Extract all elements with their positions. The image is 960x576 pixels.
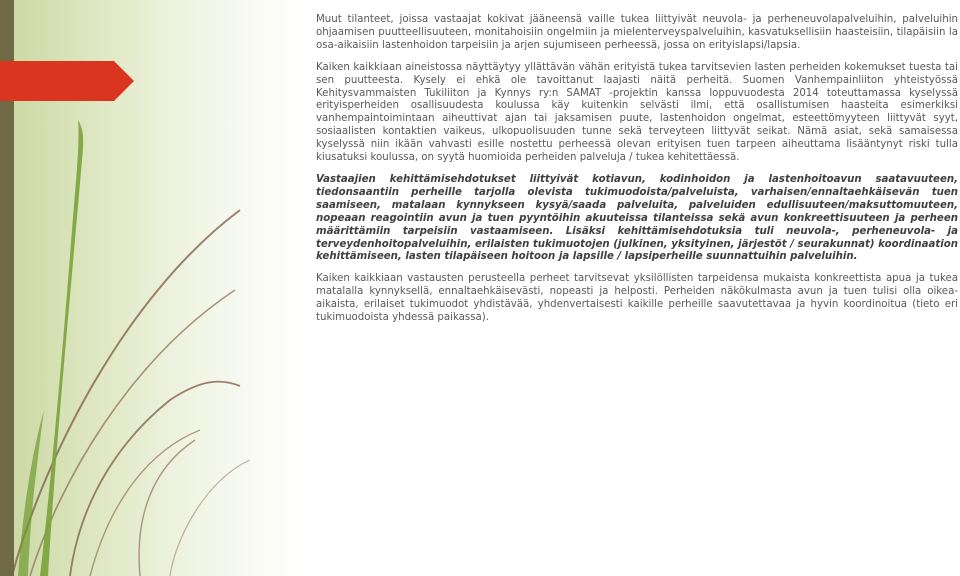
paragraph-3-emphasis: Vastaajien kehittämisehdotukset liittyivät kotiavun, kodinhoidon ja lastenhoitoavun saatavuuteen, tiedonsaantiin perheille tarjolla olevista tukimuodoista/palveluista, varhaisen/ennaltaehkäisevän tuen saamiseen, matalaan kynnykseen kysyä/saada palveluita, palveluiden edullisuuteen/maksuttomuuteen, nopeaan reagointiin avun ja tuen pyyntöihin akuuteissa tilanteissa sekä avun konkreettisuuteen ja perheen määrittämiin tarpeisiin vastaamiseen. Lisäksi kehittämisehdotuksia tuli neuvola-, perheneuvola- ja terveydenhoitopalveluihin, erilaisten tukimuotojen (julkinen, yksityinen, järjestöt / seurakunnat) koordinaation kehittämiseen, lasten tilapäiseen hoitoon ja lapsille / lapsiperheille suunnattuihin palveluihin. bbox=[316, 173, 958, 263]
red-arrow-tab bbox=[0, 61, 134, 101]
text-content bbox=[316, 14, 958, 334]
paragraph-2: Kaiken kaikkiaan aineistossa näyttäytyy yllättävän vähän erityistä tukea tarvitsevien lasten perheiden kokemukset tuesta tai sen puutteesta. Kysely ei ehkä ole tavoittanut laajasti näitä perheitä. Suomen Vanhempainliiton yhteistyössä Kehitysvammaisten Tukiliiton ja Kynnys ry:n SAMAT -projektin kanssa loppuvuodesta 2014 toteuttamassa kyselyssä erityisperheiden osallisuudesta koulussa käy kuitenkin selvästi ilmi, että osallistumisen haasteita esimerkiksi vanhempaintoimintaan aiheuttivat ajan tai jaksamisen puute, lastenhoidon ongelmat, esteettömyyteen liittyvät syyt, sosiaalisten kontaktien vaikeus, ulkopuolisuuden tunne sekä terveyteen liittyvät seikat. Nämä asiat, sekä samaisessa kyselyssä niin ikään vahvasti esille nostettu perheessä olevan erityisen tuen tarpeen aiheuttama lisääntynyt riski tulla kiusatuksi koulussa, on syytä huomioida perheiden palveluja / tukea kehitettäessä. bbox=[316, 61, 958, 164]
paragraph-1: Muut tilanteet, joissa vastaajat kokivat jääneensä vaille tukea liittyivät neuvola- ja perheneuvolapalveluihin, palveluihin ohjaamisen puutteellisuuteen, monitahoisiin ongelmiin ja mielenterveyspalveluihin, kasvatuksellisiin haasteisiin, tilapäisiin la osa-aikaisiin lastenhoidon tarpeisiin ja arjen sujumiseen perheessä, jossa on erityislapsi/lapsia. bbox=[316, 14, 958, 51]
paragraph-4: Kaiken kaikkiaan vastausten perusteella perheet tarvitsevat yksilöllisten tarpeidensa mukaista konkreettista apua ja tukea matalalla kynnyksellä, ennaltaehkäisevästi, nopeasti ja helposti. Perheiden näkökulmasta avun ja tuen tulisi olla oikea-aikaista, erilaiset tukimuodot yhdistävää, yhdenvertaisesti kaikille perheille saavutettavaa ja hyvin koordinoitua (tieto eri tukimuodoista yhdessä paikassa). bbox=[316, 273, 958, 324]
